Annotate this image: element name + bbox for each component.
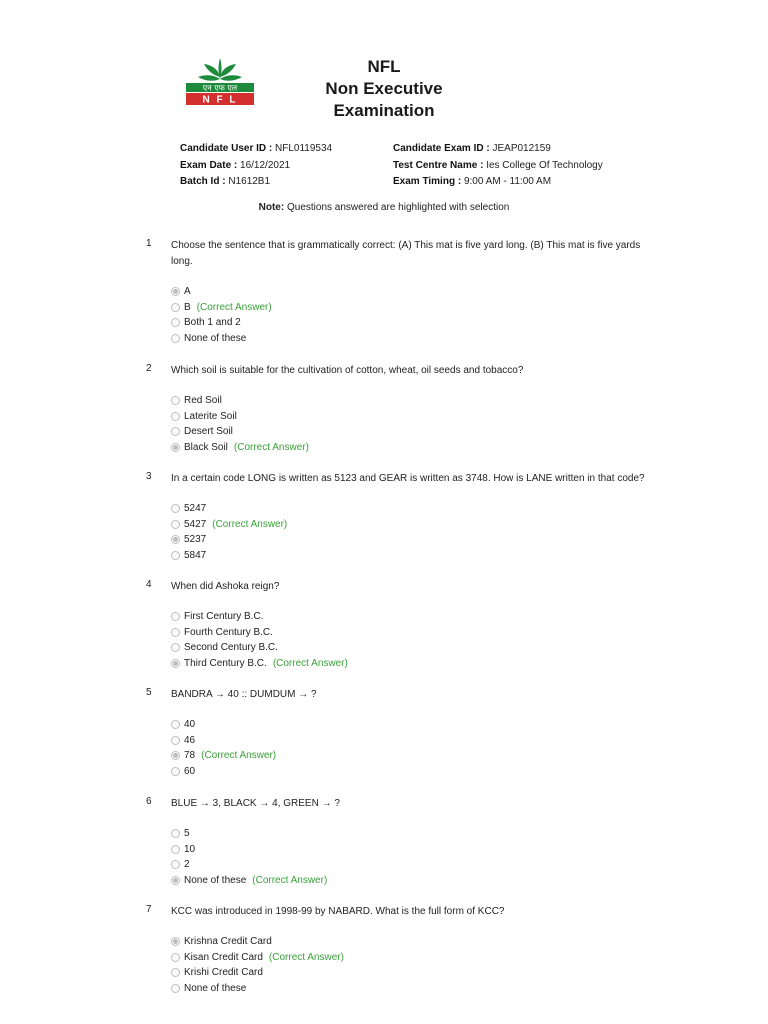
exam-id-row — [393, 141, 603, 158]
answer-option[interactable] — [171, 950, 344, 966]
radio-empty-icon[interactable] — [171, 427, 180, 436]
candidate-info-left — [180, 141, 332, 191]
answer-option[interactable] — [171, 764, 276, 780]
radio-selected-icon[interactable] — [171, 443, 180, 452]
timing-row — [393, 174, 603, 191]
candidate-info-right — [393, 141, 603, 191]
question-number: 6 — [146, 796, 152, 807]
radio-empty-icon[interactable] — [171, 720, 180, 729]
answer-option[interactable] — [171, 532, 287, 548]
correct-answer-tag: (Correct Answer) — [252, 875, 328, 887]
question-number: 2 — [146, 363, 152, 374]
question-text: BLUE → 3, BLACK → 4, GREEN → ? — [171, 798, 340, 809]
note-text: Questions answered are highlighted with selection — [286, 202, 510, 213]
question-text: BANDRA → 40 :: DUMDUM → ? — [171, 689, 317, 700]
user-id-label: Candidate User ID : — [180, 143, 273, 154]
title-line-3: Examination — [333, 101, 435, 120]
radio-empty-icon[interactable] — [171, 303, 180, 312]
radio-empty-icon[interactable] — [171, 520, 180, 529]
option-label: None of these — [184, 875, 247, 887]
batch-label: Batch Id : — [180, 176, 226, 187]
question-number: 5 — [146, 687, 152, 698]
question-number: 1 — [146, 238, 152, 249]
option-label: None of these — [184, 333, 247, 345]
batch-row — [180, 174, 332, 191]
option-label: 5 — [184, 828, 190, 840]
title-line-1: NFL — [367, 57, 401, 76]
page-title — [300, 56, 468, 122]
option-list — [171, 284, 272, 346]
option-list — [171, 393, 309, 455]
option-label: Third Century B.C. — [184, 658, 267, 670]
user-id-row — [180, 141, 332, 158]
option-list — [171, 826, 327, 888]
exam-date-value: 16/12/2021 — [240, 159, 291, 171]
option-label: Red Soil — [184, 395, 222, 407]
option-list — [171, 501, 287, 563]
answer-option[interactable] — [171, 857, 327, 873]
radio-selected-icon[interactable] — [171, 751, 180, 760]
option-label: Fourth Century B.C. — [184, 626, 273, 638]
option-label: Black Soil — [184, 442, 228, 454]
logo-hindi-text: एन एफ एल — [202, 83, 238, 93]
radio-empty-icon[interactable] — [171, 628, 180, 637]
radio-empty-icon[interactable] — [171, 736, 180, 745]
question-text: Choose the sentence that is grammatically correct: (A) This mat is five yard long. (B) This mat is five yards long. — [171, 240, 641, 267]
radio-empty-icon[interactable] — [171, 612, 180, 621]
option-label: Krishi Credit Card — [184, 967, 263, 979]
timing-label: Exam Timing : — [393, 176, 462, 187]
timing-value: 9:00 AM - 11:00 AM — [463, 176, 552, 187]
nfl-logo — [178, 55, 262, 107]
answer-option[interactable] — [171, 640, 348, 656]
answer-option[interactable] — [171, 826, 327, 842]
answer-option[interactable] — [171, 748, 276, 764]
answer-option[interactable] — [171, 934, 344, 950]
correct-answer-tag: (Correct Answer) — [233, 442, 309, 454]
option-label: Krishna Credit Card — [184, 936, 272, 948]
answer-option[interactable] — [171, 733, 276, 749]
radio-empty-icon[interactable] — [171, 318, 180, 327]
correct-answer-tag: (Correct Answer) — [272, 658, 348, 670]
question-number: 4 — [146, 579, 152, 590]
answer-option[interactable] — [171, 625, 348, 641]
option-label: Both 1 and 2 — [184, 317, 241, 329]
title-line-2: Non Executive — [325, 79, 443, 98]
option-label: None of these — [184, 983, 247, 995]
question-number: 7 — [146, 904, 152, 915]
option-label: 5847 — [184, 550, 207, 562]
radio-empty-icon[interactable] — [171, 396, 180, 405]
answer-option[interactable] — [171, 315, 272, 331]
answer-option[interactable] — [171, 981, 344, 997]
option-label: 78 — [184, 750, 196, 762]
option-label: 2 — [184, 859, 190, 871]
answer-option[interactable] — [171, 424, 309, 440]
exam-date-label: Exam Date : — [180, 159, 238, 171]
option-label: 40 — [184, 719, 196, 731]
radio-empty-icon[interactable] — [171, 984, 180, 993]
answer-option[interactable] — [171, 965, 344, 981]
centre-row — [393, 158, 603, 175]
centre-label: Test Centre Name : — [393, 159, 484, 171]
radio-empty-icon[interactable] — [171, 504, 180, 513]
radio-empty-icon[interactable] — [171, 551, 180, 560]
answer-option[interactable] — [171, 331, 272, 347]
radio-selected-icon[interactable] — [171, 287, 180, 296]
correct-answer-tag: (Correct Answer) — [268, 951, 344, 963]
question-text: In a certain code LONG is written as 5123 and GEAR is written as 3748. How is LANE written in that code? — [171, 473, 645, 484]
option-label: 5247 — [184, 503, 207, 515]
radio-empty-icon[interactable] — [171, 334, 180, 343]
answer-option[interactable] — [171, 501, 287, 517]
radio-empty-icon[interactable] — [171, 860, 180, 869]
radio-selected-icon[interactable] — [171, 937, 180, 946]
answer-option[interactable] — [171, 409, 309, 425]
option-label: Second Century B.C. — [184, 642, 278, 654]
correct-answer-tag: (Correct Answer) — [196, 301, 272, 313]
note — [0, 202, 768, 213]
option-label: 10 — [184, 843, 196, 855]
option-list — [171, 717, 276, 779]
option-label: 60 — [184, 766, 196, 778]
answer-option[interactable] — [171, 873, 327, 889]
radio-empty-icon[interactable] — [171, 767, 180, 776]
exam-id-value: JEAP012159 — [492, 143, 551, 154]
note-label: Note: — [258, 202, 285, 213]
page-header — [0, 0, 768, 130]
option-label: B — [184, 301, 191, 313]
answer-option[interactable] — [171, 842, 327, 858]
exam-id-label: Candidate Exam ID : — [393, 143, 490, 154]
option-list — [171, 934, 344, 996]
answer-option[interactable] — [171, 548, 287, 564]
answer-option[interactable] — [171, 284, 272, 300]
option-label: 46 — [184, 734, 196, 746]
radio-selected-icon[interactable] — [171, 876, 180, 885]
question-number: 3 — [146, 471, 152, 482]
answer-option[interactable] — [171, 717, 276, 733]
radio-selected-icon[interactable] — [171, 535, 180, 544]
question-text: KCC was introduced in 1998-99 by NABARD. What is the full form of KCC? — [171, 906, 505, 917]
option-label: Desert Soil — [184, 426, 233, 438]
logo-latin-text: N F L — [202, 94, 238, 106]
radio-empty-icon[interactable] — [171, 968, 180, 977]
option-label: A — [184, 286, 191, 298]
exam-date-row — [180, 158, 332, 175]
answer-option[interactable] — [171, 517, 287, 533]
option-label: 5427 — [184, 518, 207, 530]
option-label: 5237 — [184, 534, 207, 546]
answer-option[interactable] — [171, 609, 348, 625]
question-text: Which soil is suitable for the cultivation of cotton, wheat, oil seeds and tobacco? — [171, 365, 524, 376]
radio-empty-icon[interactable] — [171, 953, 180, 962]
option-label: Laterite Soil — [184, 410, 237, 422]
answer-option[interactable] — [171, 300, 272, 316]
user-id-value: NFL0119534 — [275, 143, 333, 154]
centre-value: Ies College Of Technology — [486, 159, 603, 171]
radio-empty-icon[interactable] — [171, 643, 180, 652]
correct-answer-tag: (Correct Answer) — [212, 518, 288, 530]
batch-value: N1612B1 — [228, 176, 271, 187]
answer-option[interactable] — [171, 393, 309, 409]
radio-empty-icon[interactable] — [171, 845, 180, 854]
radio-selected-icon[interactable] — [171, 659, 180, 668]
option-label: First Century B.C. — [184, 611, 264, 623]
correct-answer-tag: (Correct Answer) — [201, 750, 277, 762]
radio-empty-icon[interactable] — [171, 412, 180, 421]
question-text: When did Ashoka reign? — [171, 581, 280, 592]
option-list — [171, 609, 348, 671]
answer-option[interactable] — [171, 656, 348, 672]
answer-option[interactable] — [171, 440, 309, 456]
option-label: Kisan Credit Card — [184, 951, 263, 963]
radio-empty-icon[interactable] — [171, 829, 180, 838]
